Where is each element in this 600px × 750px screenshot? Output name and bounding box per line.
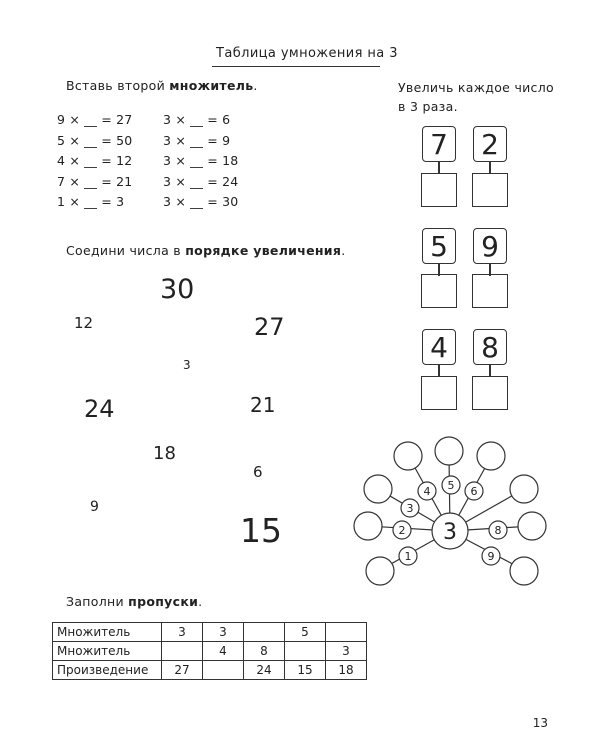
task4-suffix: .	[198, 594, 203, 609]
scatter-number[interactable]: 6	[253, 463, 263, 481]
outer-circle[interactable]	[435, 437, 463, 465]
digit-card: 8	[473, 329, 507, 365]
answer-box[interactable]	[472, 173, 508, 207]
outer-circle[interactable]	[510, 475, 538, 503]
task2-line1: Увеличь каждое число	[398, 80, 554, 95]
scatter-number[interactable]: 12	[74, 314, 94, 332]
task4-instruction	[66, 594, 202, 609]
equation[interactable]: 9 × __ = 27	[57, 112, 133, 127]
table-cell[interactable]	[326, 623, 367, 642]
answer-box[interactable]	[472, 274, 508, 308]
outer-circle[interactable]	[394, 442, 422, 470]
scatter-number[interactable]: 18	[153, 443, 176, 464]
petal-number: 1	[404, 550, 412, 563]
answer-box[interactable]	[421, 173, 457, 207]
task1-right-column	[163, 110, 238, 213]
equation[interactable]: 5 × __ = 50	[57, 132, 133, 148]
scatter-number[interactable]: 15	[240, 511, 282, 550]
equation[interactable]: 7 × __ = 21	[57, 173, 133, 189]
table-cell[interactable]: 18	[326, 661, 367, 680]
task4-bold: пропуски	[128, 594, 199, 609]
scatter-number[interactable]: 30	[160, 274, 195, 305]
row-label: Множитель	[53, 642, 162, 661]
task3-bold: порядке увеличения	[185, 243, 342, 258]
petal-number: 6	[470, 485, 478, 498]
scatter-number[interactable]: 24	[84, 395, 115, 423]
equation[interactable]: 1 × __ = 3	[57, 194, 125, 209]
equation[interactable]: 3 × __ = 9	[163, 132, 231, 148]
table-cell[interactable]: 5	[285, 623, 326, 642]
row-label: Множитель	[53, 623, 162, 642]
digit-card: 5	[422, 228, 456, 264]
task4-prefix: Заполни	[66, 594, 129, 609]
outer-circle[interactable]	[366, 557, 394, 585]
table-cell[interactable]: 3	[162, 623, 203, 642]
digit-card: 2	[473, 126, 507, 162]
task1-suffix: .	[253, 78, 258, 93]
scatter-number[interactable]: 9	[90, 499, 99, 515]
table-cell[interactable]	[285, 642, 326, 661]
digit-card: 4	[422, 329, 456, 365]
task3-instruction	[66, 243, 345, 258]
flower-diagram	[340, 425, 560, 600]
outer-circle[interactable]	[477, 442, 505, 470]
task2-line2: в 3 раза.	[398, 99, 458, 114]
table-cell[interactable]	[162, 642, 203, 661]
answer-box[interactable]	[421, 376, 457, 410]
table-cell[interactable]: 3	[203, 623, 244, 642]
page-number: 13	[532, 716, 548, 730]
petal-number: 3	[406, 502, 414, 515]
table-cell[interactable]	[203, 661, 244, 680]
table-row	[53, 661, 367, 680]
task1-instruction	[66, 78, 258, 93]
task1-bold: множитель	[169, 78, 254, 93]
row-label: Произведение	[53, 661, 162, 680]
page-title: Таблица умножения на 3	[216, 46, 398, 61]
table-cell[interactable]: 27	[162, 661, 203, 680]
petal-number: 4	[423, 485, 431, 498]
table-cell[interactable]: 15	[285, 661, 326, 680]
table-cell[interactable]: 4	[203, 642, 244, 661]
task1-prefix: Вставь второй	[66, 78, 170, 93]
equation[interactable]: 3 × __ = 30	[163, 194, 239, 209]
table-row	[53, 623, 367, 642]
petal-number: 9	[487, 550, 495, 563]
scatter-number[interactable]: 27	[254, 313, 285, 341]
answer-box[interactable]	[472, 376, 508, 410]
outer-circle[interactable]	[518, 512, 546, 540]
task1-left-column	[57, 110, 132, 213]
equation[interactable]: 3 × __ = 18	[163, 153, 239, 168]
equation[interactable]: 3 × __ = 24	[163, 173, 239, 189]
petal-number: 5	[447, 479, 455, 492]
petal-number: 2	[398, 524, 406, 537]
center-number: 3	[443, 520, 457, 545]
outer-circle[interactable]	[364, 475, 392, 503]
table-cell[interactable]	[244, 623, 285, 642]
table-row	[53, 642, 367, 661]
fill-table	[52, 622, 367, 680]
task3-prefix: Соедини числа в	[66, 243, 186, 258]
table-cell[interactable]: 3	[326, 642, 367, 661]
answer-box[interactable]	[421, 274, 457, 308]
title-underline	[212, 66, 380, 67]
digit-card: 9	[473, 228, 507, 264]
outer-circle[interactable]	[510, 557, 538, 585]
equation[interactable]: 3 × __ = 6	[163, 112, 231, 127]
task3-suffix: .	[341, 243, 346, 258]
task2-instruction	[398, 78, 554, 116]
digit-card: 7	[422, 126, 456, 162]
scatter-number[interactable]: 3	[183, 358, 191, 372]
scatter-number[interactable]: 21	[250, 393, 276, 417]
equation[interactable]: 4 × __ = 12	[57, 153, 133, 168]
table-cell[interactable]: 24	[244, 661, 285, 680]
outer-circle[interactable]	[354, 512, 382, 540]
petal-number: 8	[494, 524, 502, 537]
table-cell[interactable]: 8	[244, 642, 285, 661]
